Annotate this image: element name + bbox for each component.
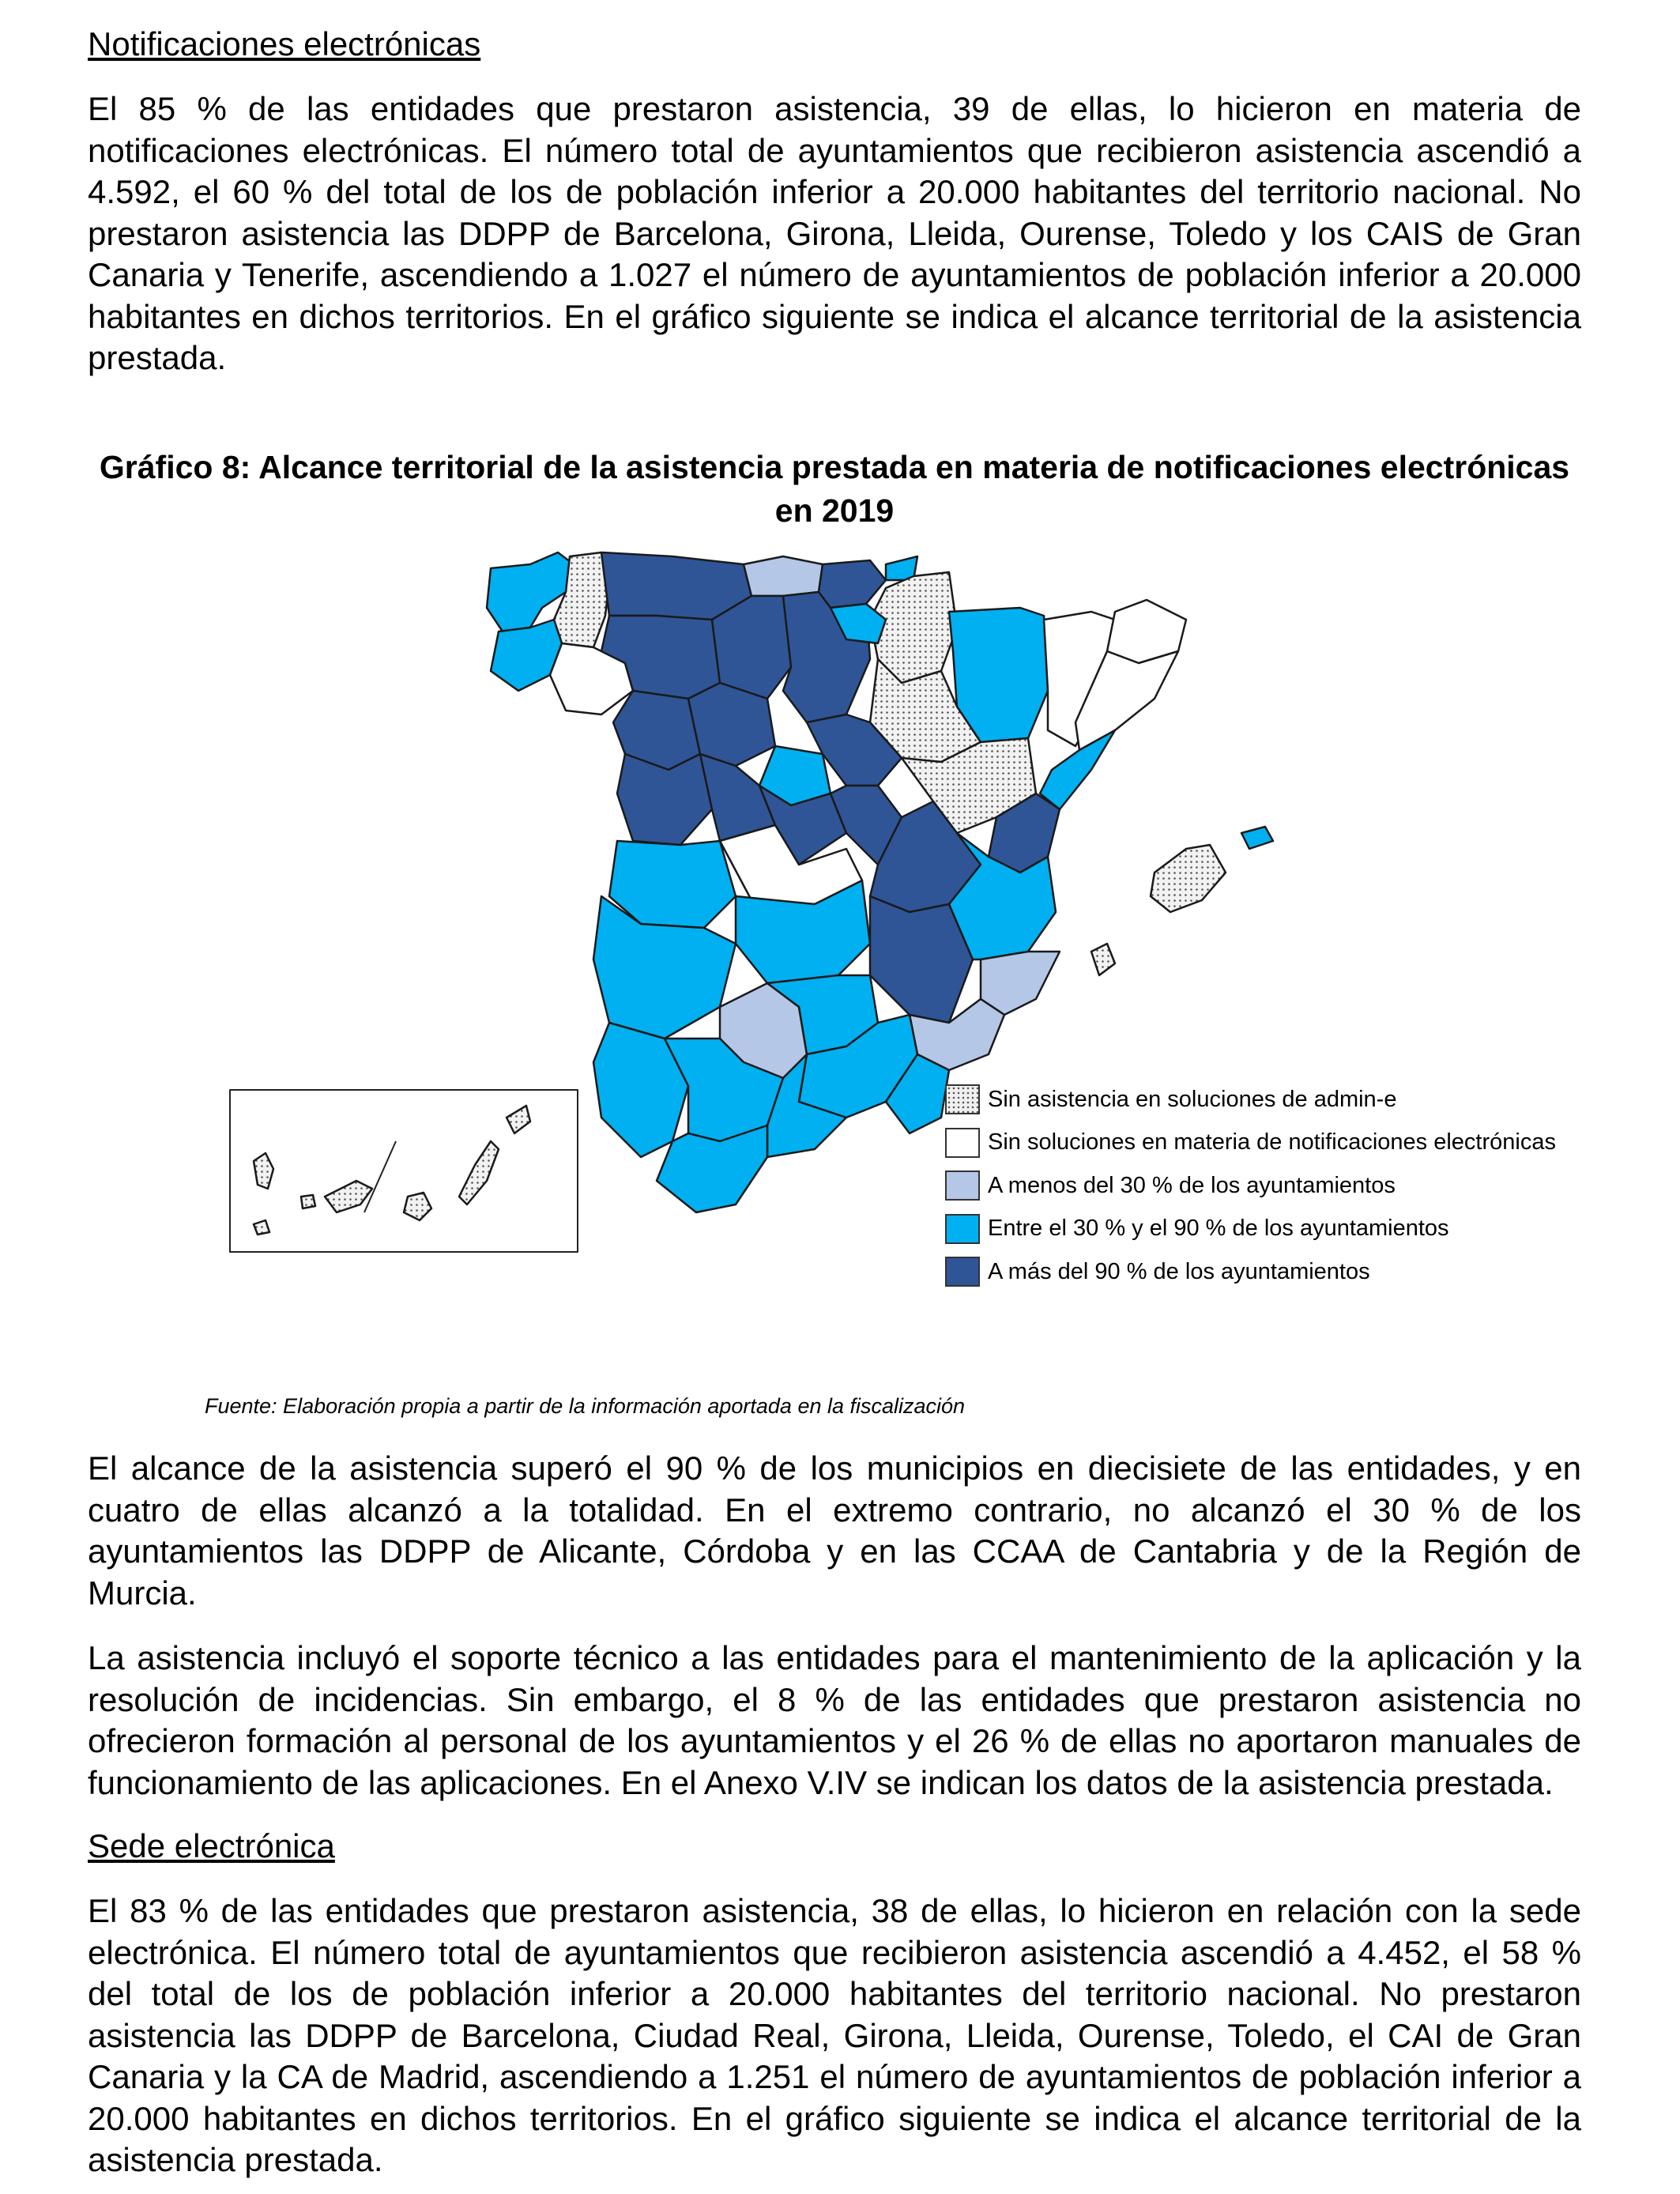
legend-label: Entre el 30 % y el 90 % de los ayuntamientos xyxy=(988,1216,1449,1242)
legend-label: Sin soluciones en materia de notificaciones electrónicas xyxy=(988,1129,1556,1155)
legend-swatch-light-blue xyxy=(945,1171,980,1201)
legend-label: A más del 90 % de los ayuntamientos xyxy=(988,1258,1370,1284)
legend-item xyxy=(945,1078,1556,1122)
paragraph-sede-intro: El 83 % de las entidades que prestaron asistencia, 38 de ellas, lo hicieron en relación con la sede electrónica. El número total de ayuntamientos que recibieron asistencia ascendió a 4.452, el 58 % del total de los de población inferior a 20.000 habitantes del territorio nacional. No prestaron asistencia las DDPP de Barcelona, Ciudad Real, Girona, Lleida, Ourense, Toledo, el CAI de Gran Canaria y la CA de Madrid, ascendiendo a 1.251 el número de ayuntamientos de población inferior a 20.000 habitantes en dichos territorios. En el gráfico siguiente se indica el alcance territorial de la asistencia prestada. xyxy=(88,1892,1581,2178)
region-el-hierro xyxy=(254,1220,269,1235)
region-mallorca xyxy=(1151,845,1226,912)
region-alicante xyxy=(981,952,1060,1015)
paragraph-alcance: El alcance de la asistencia superó el 90 % de los municipios en diecisiete de las entidades, y en cuatro de ellas alcanzó a la totalidad. En el extremo contrario, no alcanzó el 30 % de los ayuntamientos las DDPP de Alicante, Córdoba y en las CCAA de Cantabria y de la Región de Murcia. xyxy=(88,1449,1581,1612)
legend-swatch-cyan xyxy=(945,1214,980,1244)
map-legend xyxy=(945,1078,1556,1294)
legend-item xyxy=(945,1164,1556,1208)
paragraph-soporte-tecnico: La asistencia incluyó el soporte técnico a las entidades para el mantenimiento de la aplicación y la resolución de incidencias. Sin embargo, el 8 % de las entidades que prestaron asistencia no ofrecieron formación al personal de los ayuntamientos y el 26 % de ellas no aportaron manuales de funcionamiento de las aplicaciones. En el Anexo V.IV se indican los datos de la asistencia prestada. xyxy=(88,1639,1581,1801)
spain-map-figure xyxy=(88,533,1581,1434)
legend-swatch-white xyxy=(945,1128,980,1158)
section-heading-notificaciones: Notificaciones electrónicas xyxy=(88,25,481,62)
section-heading-sede: Sede electrónica xyxy=(88,1827,335,1864)
region-la-gomera xyxy=(301,1195,315,1208)
figure-source: Fuente: Elaboración propia a partir de la información aportada en la fiscalización xyxy=(205,1394,966,1418)
legend-item xyxy=(945,1122,1556,1165)
region-ibiza xyxy=(1091,944,1115,975)
region-menorca xyxy=(1241,827,1273,849)
region-pontevedra xyxy=(491,620,562,691)
region-salamanca xyxy=(617,754,712,845)
legend-swatch-dark-blue xyxy=(945,1257,980,1287)
legend-item xyxy=(945,1208,1556,1251)
region-pais-vasco xyxy=(819,560,886,608)
region-cantabria xyxy=(744,556,823,596)
spain-map xyxy=(88,533,1581,1434)
legend-item xyxy=(945,1250,1556,1294)
paragraph-notificaciones-intro: El 85 % de las entidades que prestaron asistencia, 39 de ellas, lo hicieron en materia de notificaciones electrónicas. El número total de ayuntamientos que recibieron asistencia ascendió a 4.592, el 60 % del total de los de población inferior a 20.000 habitantes del territorio nacional. No prestaron asistencia las DDPP de Barcelona, Girona, Lleida, Ourense, Toledo y los CAIS de Gran Canaria y Tenerife, ascendiendo a 1.027 el número de ayuntamientos de población inferior a 20.000 habitantes en dichos territorios. En el gráfico siguiente se indica el alcance territorial de la asistencia prestada. xyxy=(88,90,1581,376)
legend-label: Sin asistencia en soluciones de admin-e xyxy=(988,1086,1397,1112)
legend-swatch-dotted xyxy=(945,1084,980,1114)
figure-title: Gráfico 8: Alcance territorial de la asistencia prestada en materia de notificaciones electrónicas en 2019 xyxy=(99,449,1570,529)
legend-label: A menos del 30 % de los ayuntamientos xyxy=(988,1172,1396,1198)
document-page xyxy=(88,24,1581,2181)
